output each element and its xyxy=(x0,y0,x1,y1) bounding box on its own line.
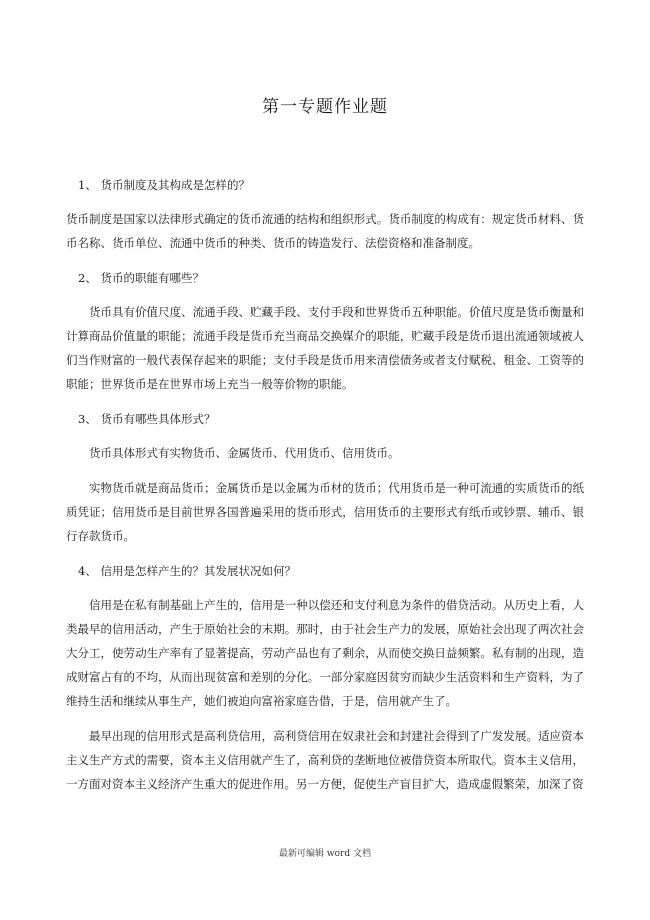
answer-2: 货币具有价值尺度、流通手段、贮藏手段、支付手段和世界货币五种职能。价值尺度是货币衡量和计算商品价值量的职能；流通手段是货币充当商品交换媒介的职能，贮藏手段是货币退出流通领域被人们当作财富的一般代表保存起来的职能；支付手段是货币用来清偿债务或者支付赋税、租金、工资等的职能；世界货币是在世界市场上充当一般等价物的职能。 xyxy=(66,305,584,391)
answer-1: 货币制度是国家以法律形式确定的货币流通的结构和组织形式。货币制度的构成有：规定货币材料、货币名称、货币单位、流通中货币的种类、货币的铸造发行、法偿资格和准备制度。 xyxy=(66,212,584,250)
question-3: 3、 货币有哪些具体形式？ xyxy=(78,412,216,426)
question-1: 1、 货币制度及其构成是怎样的？ xyxy=(78,178,250,192)
question-2: 2、 货币的职能有哪些？ xyxy=(78,271,204,285)
page-footer: 最新可编辑 word 文档 xyxy=(279,849,371,859)
document-body xyxy=(66,173,584,807)
answer-3-paragraph-2: 实物货币就是商品货币；金属货币是以金属为币材的货币；代用货币是一种可流通的实质货币的纸质凭证；信用货币是目前世界各国普遍采用的货币形式，信用货币的主要形式有纸币或钞票、辅币、银行存款货币。 xyxy=(66,481,584,543)
question-4: 4、 信用是怎样产生的？其发展状况如何？ xyxy=(78,564,296,578)
answer-4-paragraph-1: 信用是在私有制基础上产生的，信用是一种以偿还和支付利息为条件的借贷活动。从历史上看，人类最早的信用活动，产生于原始社会的末期。那时，由于社会生产力的发展，原始社会出现了两次社会大分工，使劳动生产率有了显著提高，劳动产品也有了剩余，从而使交换日益频繁。私有制的出现，造成财富占有的不均，从而出现贫富和差别的分化。一部分家庭因贫穷而缺少生活资料和生产资料，为了维持生活和继续从事生产，她们被迫向富裕家庭告借，于是，信用就产生了。 xyxy=(66,598,584,708)
answer-4-paragraph-2: 最早出现的信用形式是高利贷信用，高利贷信用在奴隶社会和封建社会得到了广发发展。适应资本主义生产方式的需要，资本主义信用就产生了，高利贷的垄断地位被借贷资本所取代。资本主义信用，一方面对资本主义经济产生重大的促进作用。另一方便，促使生产盲目扩大，造成虚假繁荣，加深了资 xyxy=(66,729,584,791)
page-title: 第一专题作业题 xyxy=(262,97,388,117)
answer-3-paragraph-1: 货币具体形式有实物货币、金属货币、代用货币、信用货币。 xyxy=(89,446,400,460)
